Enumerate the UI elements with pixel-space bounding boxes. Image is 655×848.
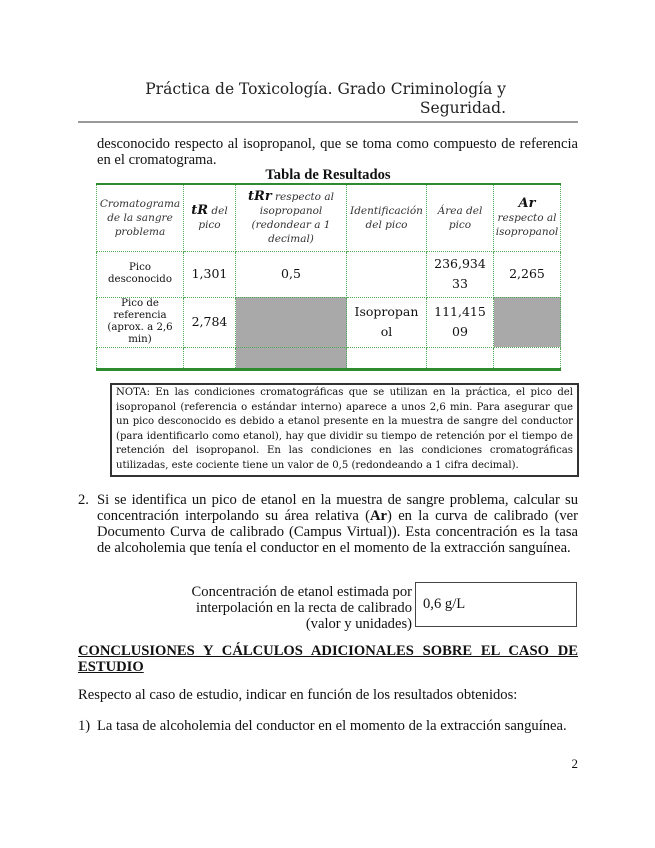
header-line-2: Seguridad. bbox=[419, 99, 506, 117]
row2-ar-shaded bbox=[494, 297, 561, 347]
row1-area: 236,93433 bbox=[427, 251, 494, 297]
row1-ar: 2,265 bbox=[494, 251, 561, 297]
results-table bbox=[96, 183, 561, 371]
table-row bbox=[97, 297, 561, 347]
row2-label: Pico de referencia (aprox. a 2,6 min) bbox=[97, 297, 184, 347]
row1-label: Pico desconocido bbox=[97, 251, 184, 297]
page-header bbox=[140, 80, 506, 118]
intro-paragraph: desconocido respecto al isopropanol, que se toma como compuesto de referencia en el cromatograma. bbox=[97, 136, 578, 168]
item2-number: 2. bbox=[78, 492, 89, 508]
row2-area: 111,41509 bbox=[427, 297, 494, 347]
row3-label bbox=[97, 347, 184, 369]
header-cromatograma: Cromatograma de la sangre problema bbox=[97, 184, 184, 251]
header-trr: tRr respecto al isopropanol (redondear a 1 decimal) bbox=[236, 184, 347, 251]
row2-trr-shaded bbox=[236, 297, 347, 347]
page-number: 2 bbox=[571, 756, 578, 771]
table-row bbox=[97, 347, 561, 369]
table-title: Tabla de Resultados bbox=[265, 167, 391, 183]
header-area: Área del pico bbox=[427, 184, 494, 251]
section-intro: Respecto al caso de estudio, indicar en función de los resultados obtenidos: bbox=[78, 687, 518, 703]
row1-trr: 0,5 bbox=[236, 251, 347, 297]
item2-text: Si se identifica un pico de etanol en la muestra de sangre problema, calcular su concentración interpolando su área relativa (Ar) en la curva de calibrado (ver Documento Curva de calibrado (Campus Virtual)). Esta concentración es la tasa de alcoholemia que tenía el conductor en el momento de la extracción sanguínea. bbox=[97, 492, 578, 556]
header-rule bbox=[78, 121, 578, 123]
table-header-row bbox=[97, 184, 561, 251]
section-title: CONCLUSIONES Y CÁLCULOS ADICIONALES SOBRE EL CASO DE ESTUDIO bbox=[78, 643, 578, 675]
concentration-label: Concentración de etanol estimada por interpolación en la recta de calibrado (valor y unidades) bbox=[191, 584, 412, 632]
row3-identification bbox=[347, 347, 427, 369]
row1-tr: 1,301 bbox=[184, 251, 236, 297]
row3-area bbox=[427, 347, 494, 369]
header-ar: Ar respecto al isopropanol bbox=[494, 184, 561, 251]
item1-text: La tasa de alcoholemia del conductor en el momento de la extracción sanguínea. bbox=[97, 718, 567, 734]
header-line-1: Práctica de Toxicología. Grado Criminología y bbox=[145, 80, 506, 98]
row2-identification: Isopropanol bbox=[347, 297, 427, 347]
header-tr: tR del pico bbox=[184, 184, 236, 251]
table-row bbox=[97, 251, 561, 297]
row3-trr-shaded bbox=[236, 347, 347, 369]
row3-tr bbox=[184, 347, 236, 369]
item1-number: 1) bbox=[78, 718, 91, 734]
concentration-value-field[interactable]: 0,6 g/L bbox=[415, 582, 577, 627]
row2-tr: 2,784 bbox=[184, 297, 236, 347]
row3-ar bbox=[494, 347, 561, 369]
header-identificacion: Identificación del pico bbox=[347, 184, 427, 251]
row1-identification bbox=[347, 251, 427, 297]
nota-box: NOTA: En las condiciones cromatográficas que se utilizan en la práctica, el pico del isopropanol (referencia o estándar interno) aparece a unos 2,6 min. Para asegurar que un pico desconocido es debido a etanol presente en la muestra de sangre del conductor (para identificarlo como etanol), hay que dividir su tiempo de retención por el tiempo de retención del isopropanol. En las condiciones en las condiciones cromatográficas utilizadas, este cociente tiene un valor de 0,5 (redondeando a 1 cifra decimal). bbox=[110, 383, 579, 477]
